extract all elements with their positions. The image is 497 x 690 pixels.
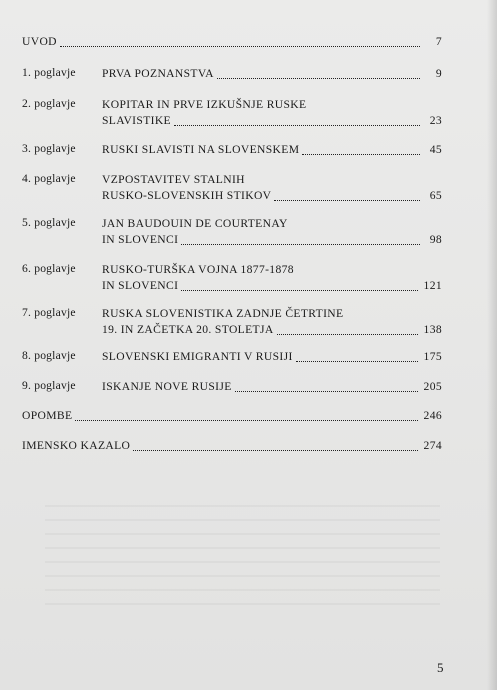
toc-page-number: 9	[435, 67, 442, 80]
toc-title-text: IMENSKO KAZALO	[22, 439, 131, 452]
toc-title-line	[102, 379, 442, 395]
toc-title-text: UVOD	[22, 35, 57, 48]
chapter-number: 6. poglavje	[22, 262, 76, 275]
toc-title-text: RUSKO-SLOVENSKIH STIKOV	[102, 189, 272, 202]
dot-leader	[181, 289, 417, 291]
chapter-number: 4. poglavje	[22, 172, 76, 185]
chapter-number: 2. poglavje	[22, 97, 76, 110]
toc-title-text: OPOMBE	[22, 409, 73, 422]
toc-title	[102, 349, 442, 365]
toc-title-text: ISKANJE NOVE RUSIJE	[102, 380, 232, 393]
toc-title-line	[22, 34, 442, 50]
toc-page-number: 7	[435, 35, 442, 48]
toc-page-number: 121	[423, 279, 442, 292]
toc-title-line	[102, 306, 442, 322]
toc-title-line	[102, 142, 442, 158]
toc-title	[102, 216, 442, 248]
page-number: 5	[437, 660, 444, 675]
toc-title	[102, 142, 442, 158]
toc-title-text: RUSKI SLAVISTI NA SLOVENSKEM	[102, 143, 300, 156]
dot-leader	[75, 419, 417, 421]
toc-page-number: 65	[429, 189, 442, 202]
dot-leader	[174, 124, 420, 126]
toc-title	[102, 306, 442, 338]
toc-title-line	[102, 113, 442, 129]
dot-leader	[277, 333, 418, 335]
toc-title	[22, 438, 442, 454]
chapter-number: 7. poglavje	[22, 306, 76, 319]
toc-title-line	[102, 216, 442, 232]
toc-page-number: 138	[423, 323, 442, 336]
chapter-number: 5. poglavje	[22, 216, 76, 229]
toc-title-text: JAN BAUDOUIN DE COURTENAY	[102, 217, 288, 230]
toc-page-number: 246	[423, 409, 442, 422]
toc-title-line	[102, 232, 442, 248]
toc-title-text: 19. IN ZAČETKA 20. STOLETJA	[102, 323, 274, 336]
toc-title-text: PRVA POZNANSTVA	[102, 67, 214, 80]
toc-title-line	[102, 322, 442, 338]
toc-title-text: IN SLOVENCI	[102, 233, 179, 246]
dot-leader	[60, 45, 420, 47]
toc-title-text: RUSKA SLOVENISTIKA ZADNJE ČETRTINE	[102, 307, 344, 320]
toc-title	[22, 34, 442, 50]
chapter-number: 1. poglavje	[22, 66, 76, 79]
toc-title-line	[102, 188, 442, 204]
toc-title-line	[102, 97, 442, 113]
toc-title-line	[102, 66, 442, 82]
toc-title	[102, 97, 442, 129]
toc-title-line	[102, 349, 442, 365]
toc-page-number: 205	[423, 380, 442, 393]
dot-leader	[296, 360, 418, 362]
chapter-number: 8. poglavje	[22, 349, 76, 362]
toc-title	[22, 408, 442, 424]
chapter-number: 9. poglavje	[22, 379, 76, 392]
dot-leader	[235, 390, 418, 392]
toc-title-text: SLOVENSKI EMIGRANTI V RUSIJI	[102, 350, 293, 363]
toc-title-text: VZPOSTAVITEV STALNIH	[102, 173, 245, 186]
dot-leader	[217, 77, 420, 79]
toc-title-line	[22, 408, 442, 424]
toc-title-line	[102, 172, 442, 188]
toc-page-number: 274	[423, 439, 442, 452]
toc-page-number: 98	[429, 233, 442, 246]
dot-leader	[133, 449, 417, 451]
dot-leader	[302, 153, 420, 155]
toc-title-text: KOPITAR IN PRVE IZKUŠNJE RUSKE	[102, 98, 307, 111]
toc-title	[102, 172, 442, 204]
toc-title-line	[102, 262, 442, 278]
dot-leader	[274, 199, 420, 201]
toc-title-text: SLAVISTIKE	[102, 114, 171, 127]
dot-leader	[181, 243, 420, 245]
toc-page-number: 175	[423, 350, 442, 363]
toc-title-text: IN SLOVENCI	[102, 279, 179, 292]
toc-title-text: RUSKO-TURŠKA VOJNA 1877-1878	[102, 263, 294, 276]
chapter-number: 3. poglavje	[22, 142, 76, 155]
toc-title	[102, 66, 442, 82]
toc-page-number: 23	[429, 114, 442, 127]
toc-title-line	[102, 278, 442, 294]
toc-page-number: 45	[429, 143, 442, 156]
toc-title-line	[22, 438, 442, 454]
toc-title	[102, 262, 442, 294]
toc-title	[102, 379, 442, 395]
